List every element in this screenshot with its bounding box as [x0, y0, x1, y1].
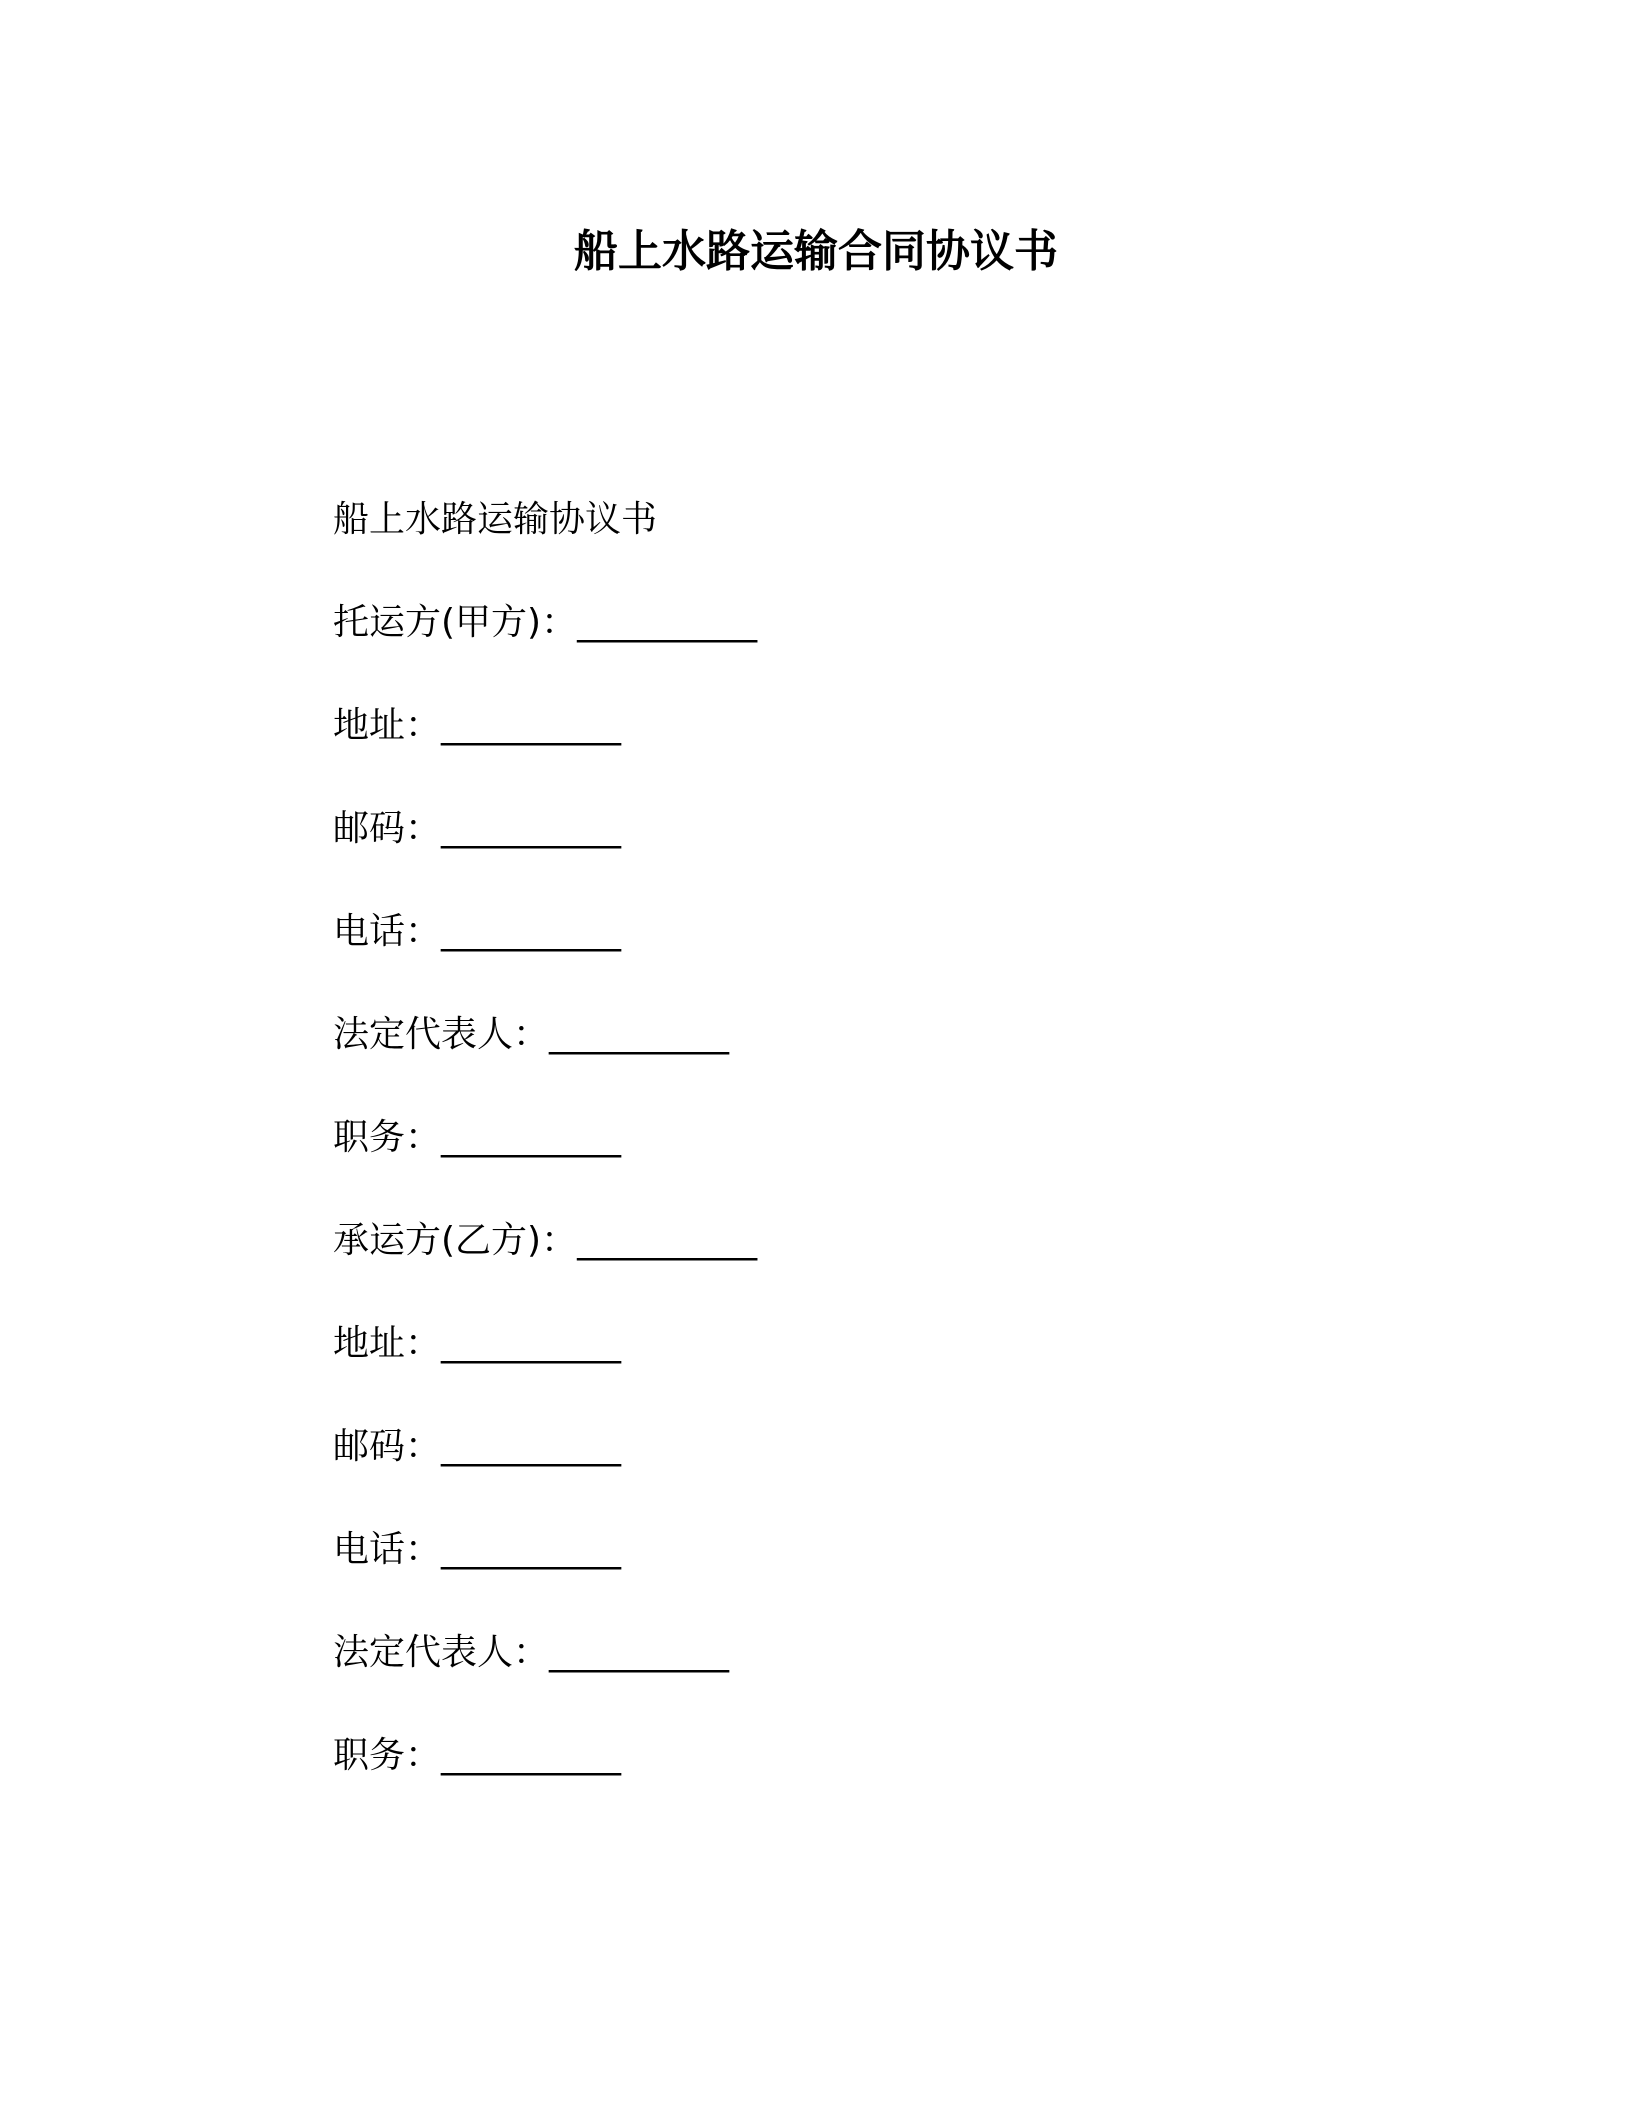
- carrier-position-line: 职务：__________: [333, 1735, 622, 1776]
- document-title: 船上水路运输合同协议书: [574, 226, 1058, 277]
- subtitle-line: 船上水路运输协议书: [333, 499, 658, 540]
- shipper-address-line: 地址：__________: [333, 705, 622, 746]
- shipper-postcode-line: 邮码：__________: [333, 808, 622, 849]
- carrier-address-line: 地址：__________: [333, 1323, 622, 1364]
- shipper-legal-representative-line: 法定代表人：__________: [333, 1014, 730, 1055]
- carrier-line: 承运方(乙方)：__________: [333, 1220, 758, 1261]
- shipper-phone-line: 电话：__________: [333, 911, 622, 952]
- carrier-postcode-line: 邮码：__________: [333, 1426, 622, 1467]
- shipper-position-line: 职务：__________: [333, 1117, 622, 1158]
- carrier-legal-representative-line: 法定代表人：__________: [333, 1632, 730, 1673]
- carrier-phone-line: 电话：__________: [333, 1529, 622, 1570]
- shipper-line: 托运方(甲方)：__________: [333, 602, 758, 643]
- document-body: [333, 490, 1433, 1829]
